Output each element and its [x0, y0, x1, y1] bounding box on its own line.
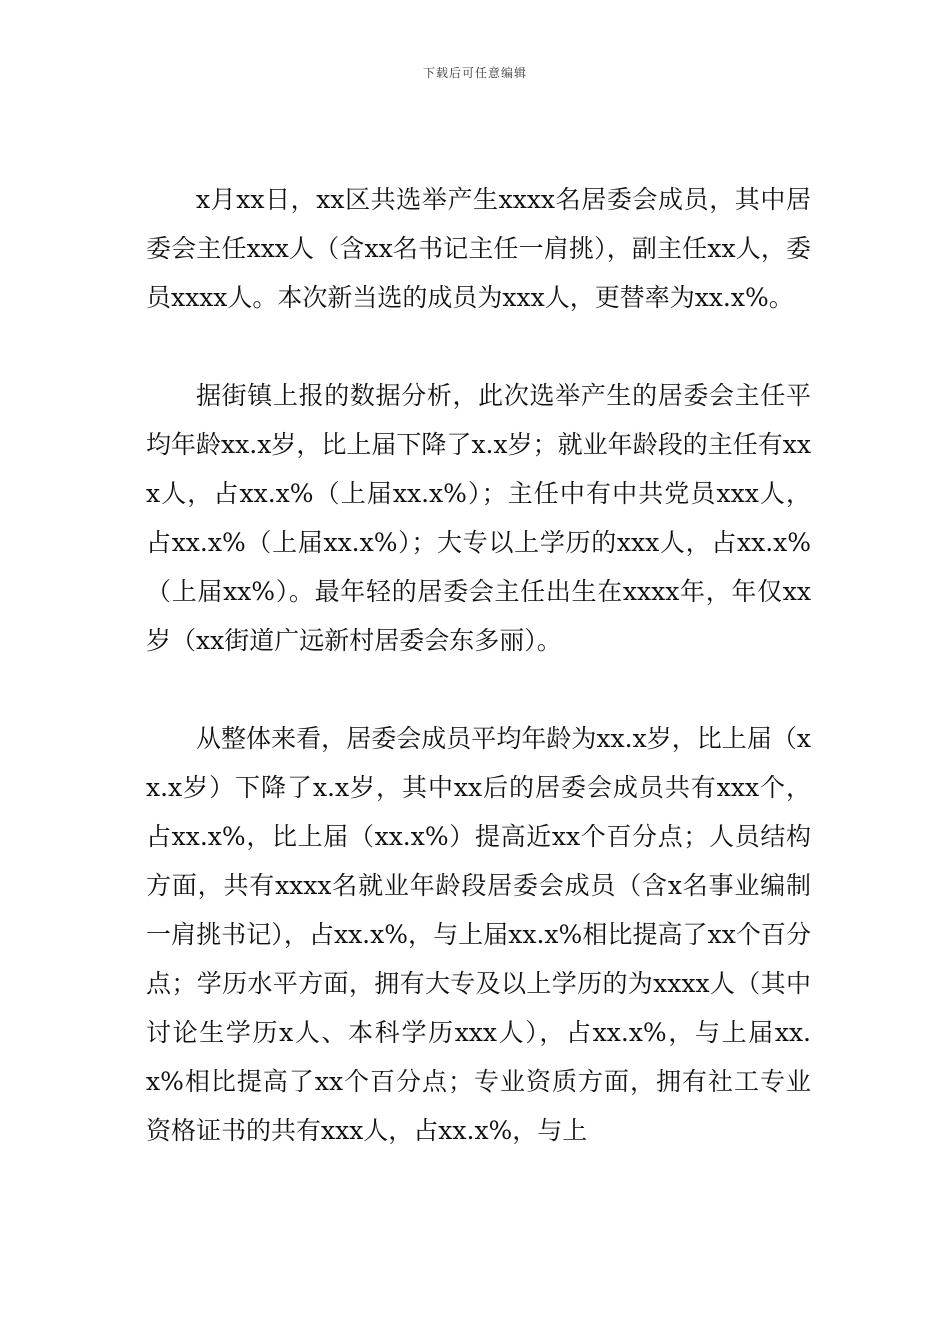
paragraph-director-analysis: 据街镇上报的数据分析，此次选举产生的居委会主任平均年龄xx.x岁，比上届下降了x.x岁；就业年龄段的主任有xxx人，占xx.x%（上届xx.x%）；主任中有中共党员xxx人，占xx.x%（上届xx.x%）；大专以上学历的xxx人，占xx.x%（上届xx%）。最年轻的居委会主任出生在xxxx年，年仅xx岁（xx街道广远新村居委会东多丽）。 — [146, 381, 811, 655]
page-header-note: 下载后可任意编辑 — [422, 66, 527, 80]
document-body — [146, 175, 811, 1155]
paragraph-election-summary: x月xx日，xx区共选举产生xxxx名居委会成员，其中居委会主任xxx人（含xx名书记主任一肩挑），副主任xx人，委员xxxx人。本次新当选的成员为xxx人，更替率为xx.x%。 — [146, 185, 811, 312]
paragraph-overall-analysis: 从整体来看，居委会成员平均年龄为xx.x岁，比上届（xx.x岁）下降了x.x岁，其中xx后的居委会成员共有xxx个，占xx.x%，比上届（xx.x%）提高近xx个百分点；人员结构方面，共有xxxx名就业年龄段居委会成员（含x名事业编制一肩挑书记），占xx.x%，与上届xx.x%相比提高了xx个百分点；学历水平方面，拥有大专及以上学历的为xxxx人（其中讨论生学历x人、本科学历xxx人），占xx.x%，与上届xx.x%相比提高了xx个百分点；专业资质方面，拥有社工专业资格证书的共有xxx人，占xx.x%，与上 — [146, 724, 811, 1145]
